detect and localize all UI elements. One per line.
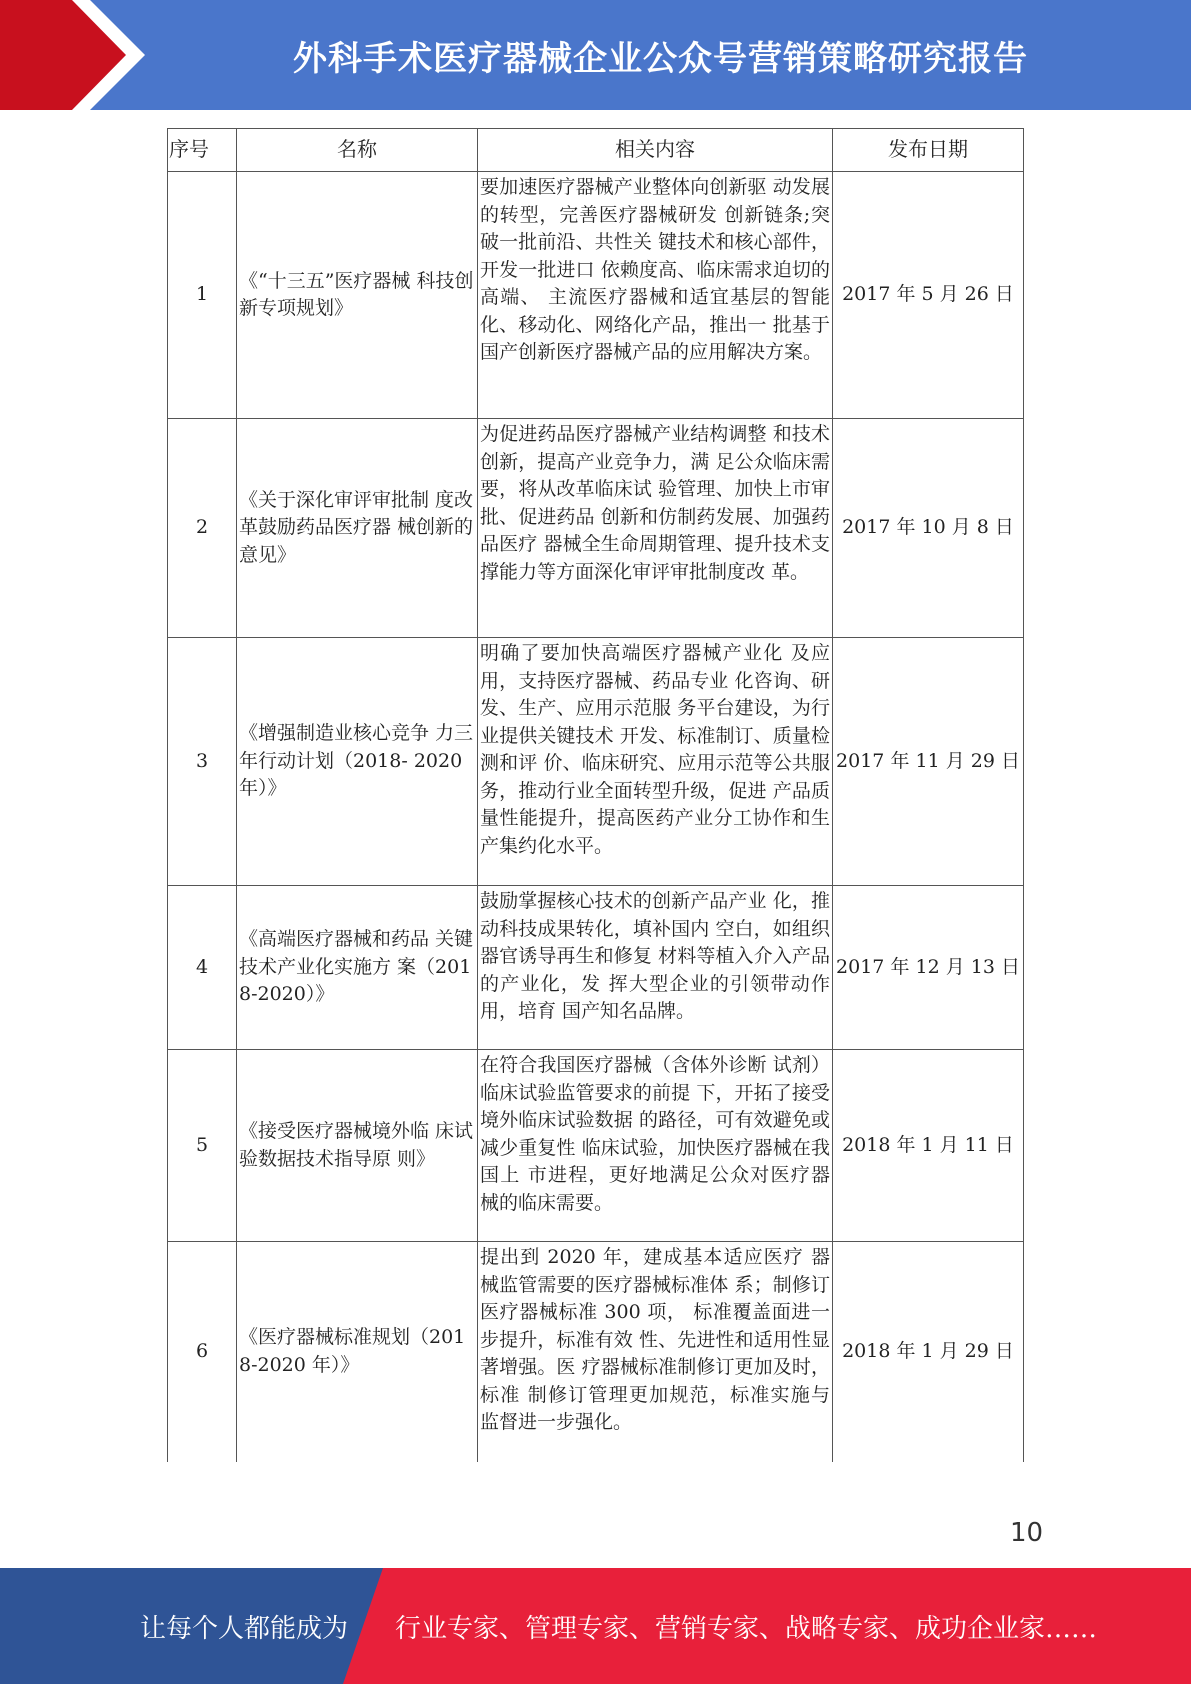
column-header-name: 名称 <box>237 129 478 172</box>
column-header-seq: 序号 <box>168 129 237 172</box>
red-arrow-decoration <box>0 0 150 110</box>
column-header-date: 发布日期 <box>833 129 1024 172</box>
row-content: 明确了要加快高端医疗器械产业化 及应用，支持医疗器械、药品专业 化咨询、研发、生产、应用示范服 务平台建设，为行业提供关键技术 开发、标准制订、质量检测和评 价、临床研究、应用示范等公共服 务，推动行业全面转型升级，促进 产品质量性能提升，提高医药产业分工协作和生产集约化水平。 <box>478 638 833 886</box>
header-banner <box>0 0 1191 110</box>
row-content: 鼓励掌握核心技术的创新产品产业 化，推动科技成果转化，填补国内 空白，如组织器官诱导再生和修复 材料等植入介入产品的产业化，发 挥大型企业的引领带动作用，培育 国产知名品牌。 <box>478 886 833 1050</box>
row-name: 《医疗器械标准规划（2018-2020 年）》 <box>237 1242 478 1462</box>
table-row <box>168 886 1024 1050</box>
page-number: 10 <box>1010 1518 1044 1548</box>
row-seq: 6 <box>168 1242 237 1462</box>
row-seq: 1 <box>168 172 237 419</box>
table-header-row <box>168 129 1024 172</box>
column-header-content: 相关内容 <box>478 129 833 172</box>
table-row <box>168 1242 1024 1462</box>
policy-table <box>167 128 1024 1462</box>
row-name: 《增强制造业核心竞争 力三年行动计划（2018- 2020 年）》 <box>237 638 478 886</box>
table-row <box>168 172 1024 419</box>
row-date: 2017 年 11 月 29 日 <box>833 638 1024 886</box>
row-content: 提出到 2020 年，建成基本适应医疗 器械监管需要的医疗器械标准体 系；制修订医疗器械标准 300 项， 标准覆盖面进一步提升，标准有效 性、先进性和适用性显著增强。医 疗器械标准制修订更加及时，标准 制修订管理更加规范，标准实施与 监督进一步强化。 <box>478 1242 833 1462</box>
row-name: 《高端医疗器械和药品 关键技术产业化实施方 案（2018-2020）》 <box>237 886 478 1050</box>
row-name: 《关于深化审评审批制 度改革鼓励药品医疗器 械创新的意见》 <box>237 419 478 638</box>
row-seq: 3 <box>168 638 237 886</box>
row-content: 为促进药品医疗器械产业结构调整 和技术创新，提高产业竞争力，满 足公众临床需要，将从改革临床试 验管理、加快上市审批、促进药品 创新和仿制药发展、加强药品医疗 器械全生命周期管理、提升技术支 撑能力等方面深化审评审批制度改 革。 <box>478 419 833 638</box>
row-content: 要加速医疗器械产业整体向创新驱 动发展的转型，完善医疗器械研发 创新链条;突破一批前沿、共性关 键技术和核心部件，开发一批进口 依赖度高、临床需求迫切的高端、 主流医疗器械和适宜基层的智能 化、移动化、网络化产品，推出一 批基于国产创新医疗器械产品的应用解决方案。 <box>478 172 833 419</box>
row-seq: 2 <box>168 419 237 638</box>
row-date: 2018 年 1 月 29 日 <box>833 1242 1024 1462</box>
row-seq: 5 <box>168 1050 237 1242</box>
row-date: 2017 年 5 月 26 日 <box>833 172 1024 419</box>
row-date: 2017 年 10 月 8 日 <box>833 419 1024 638</box>
row-name: 《接受医疗器械境外临 床试验数据技术指导原 则》 <box>237 1050 478 1242</box>
table-row <box>168 638 1024 886</box>
page-title: 外科手术医疗器械企业公众号营销策略研究报告 <box>293 38 1028 79</box>
row-content: 在符合我国医疗器械（含体外诊断 试剂）临床试验监管要求的前提 下，开拓了接受境外临床试验数据 的路径，可有效避免或减少重复性 临床试验，加快医疗器械在我国上 市进程，更好地满足公众对医疗器 械的临床需要。 <box>478 1050 833 1242</box>
footer-slogan-left: 让每个人都能成为 <box>140 1613 349 1644</box>
row-date: 2018 年 1 月 11 日 <box>833 1050 1024 1242</box>
table-row <box>168 419 1024 638</box>
table-row <box>168 1050 1024 1242</box>
row-date: 2017 年 12 月 13 日 <box>833 886 1024 1050</box>
footer-slogan-right: 行业专家、管理专家、营销专家、战略专家、成功企业家…… <box>395 1613 1098 1644</box>
row-seq: 4 <box>168 886 237 1050</box>
row-name: 《“十三五”医疗器械 科技创新专项规划》 <box>237 172 478 419</box>
footer-banner <box>0 1568 1191 1684</box>
